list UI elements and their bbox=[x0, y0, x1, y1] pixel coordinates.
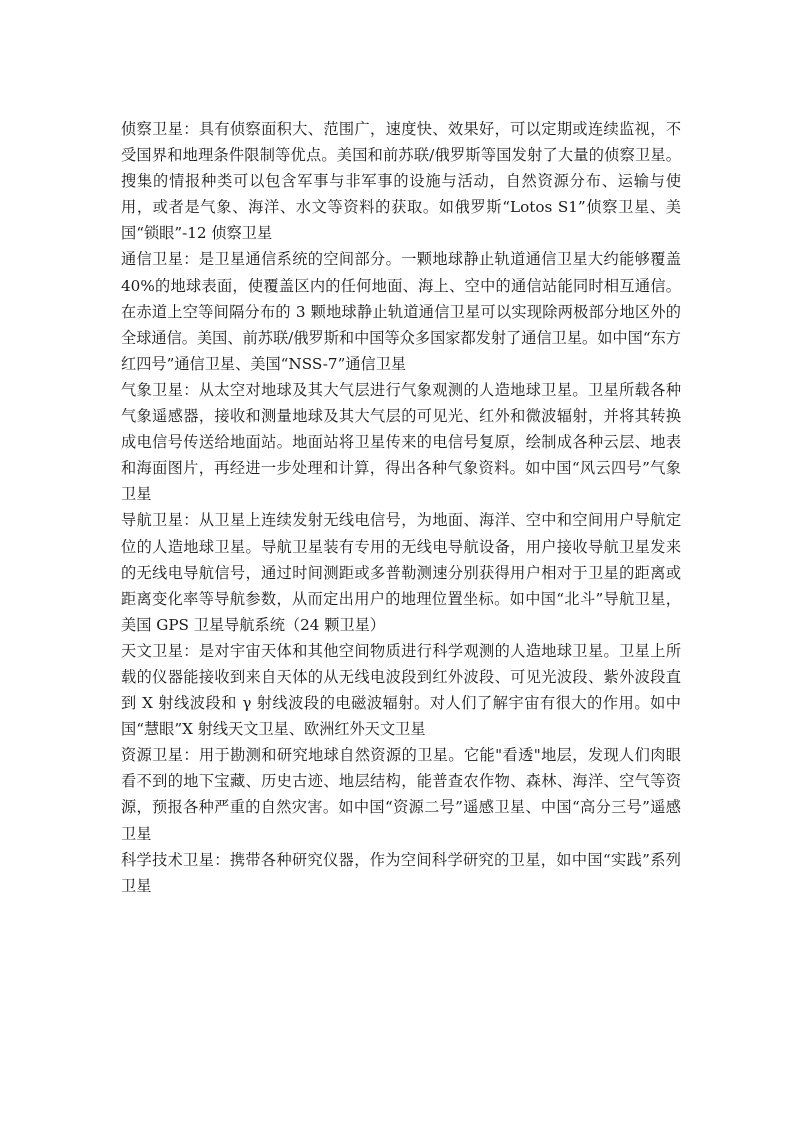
paragraph-meteorological-satellite: 气象卫星：从太空对地球及其大气层进行气象观测的人造地球卫星。卫星所载各种气象遥感器，接收和测量地球及其大气层的可见光、红外和微波辐射，并将其转换成电信号传送给地面站。地面站将卫星传来的电信号复原，绘制成各种云层、地表和海面图片，再经进一步处理和计算，得出各种气象资料。如中国“风云四号”气象卫星 bbox=[121, 380, 681, 504]
paragraph-science-technology-satellite: 科学技术卫星：携带各种研究仪器，作为空间科学研究的卫星，如中国“实践”系列卫星 bbox=[121, 850, 681, 895]
paragraph-resource-satellite: 资源卫星：用于勘测和研究地球自然资源的卫星。它能"看透"地层，发现人们肉眼看不到的地下宝藏、历史古迹、地层结构，能普查农作物、森林、海洋、空气等资源，预报各种严重的自然灾害。如中国“资源二号”遥感卫星、中国“高分三号”遥感卫星 bbox=[121, 746, 681, 843]
paragraph-navigation-satellite: 导航卫星：从卫星上连续发射无线电信号，为地面、海洋、空中和空间用户导航定位的人造地球卫星。导航卫星装有专用的无线电导航设备，用户接收导航卫星发来的无线电导航信号，通过时间测距或多普勒测速分别获得用户相对于卫星的距离或距离变化率等导航参数，从而定出用户的地理位置坐标。如中国“北斗”导航卫星，美国 GPS 卫星导航系统（24 颗卫星） bbox=[121, 511, 681, 634]
document-body bbox=[121, 116, 681, 899]
paragraph-astronomical-satellite: 天文卫星：是对宇宙天体和其他空间物质进行科学观测的人造地球卫星。卫星上所载的仪器能接收到来自天体的从无线电波段到红外波段、可见光波段、紫外波段直到 X 射线波段和 γ 射线波段的电磁波辐射。对人们了解宇宙有很大的作用。如中国“慧眼”X 射线天文卫星、欧洲红外天文卫星 bbox=[121, 641, 681, 739]
paragraph-reconnaissance-satellite: 侦察卫星：具有侦察面积大、范围广，速度快、效果好，可以定期或连续监视，不受国界和地理条件限制等优点。美国和前苏联/俄罗斯等国发射了大量的侦察卫星。搜集的情报种类可以包含军事与非军事的设施与活动，自然资源分布、运输与使用，或者是气象、海洋、水文等资料的获取。如俄罗斯“Lotos S1”侦察卫星、美国“锁眼”-12 侦察卫星 bbox=[121, 120, 681, 243]
paragraph-communication-satellite: 通信卫星：是卫星通信系统的空间部分。一颗地球静止轨道通信卫星大约能够覆盖 40%的地球表面，使覆盖区内的任何地面、海上、空中的通信站能同时相互通信。在赤道上空等间隔分布的 3 颗地球静止轨道通信卫星可以实现除两极部分地区外的全球通信。美国、前苏联/俄罗斯和中国等众多国家都发射了通信卫星。如中国“东方红四号”通信卫星、美国“NSS-7”通信卫星 bbox=[121, 250, 681, 373]
